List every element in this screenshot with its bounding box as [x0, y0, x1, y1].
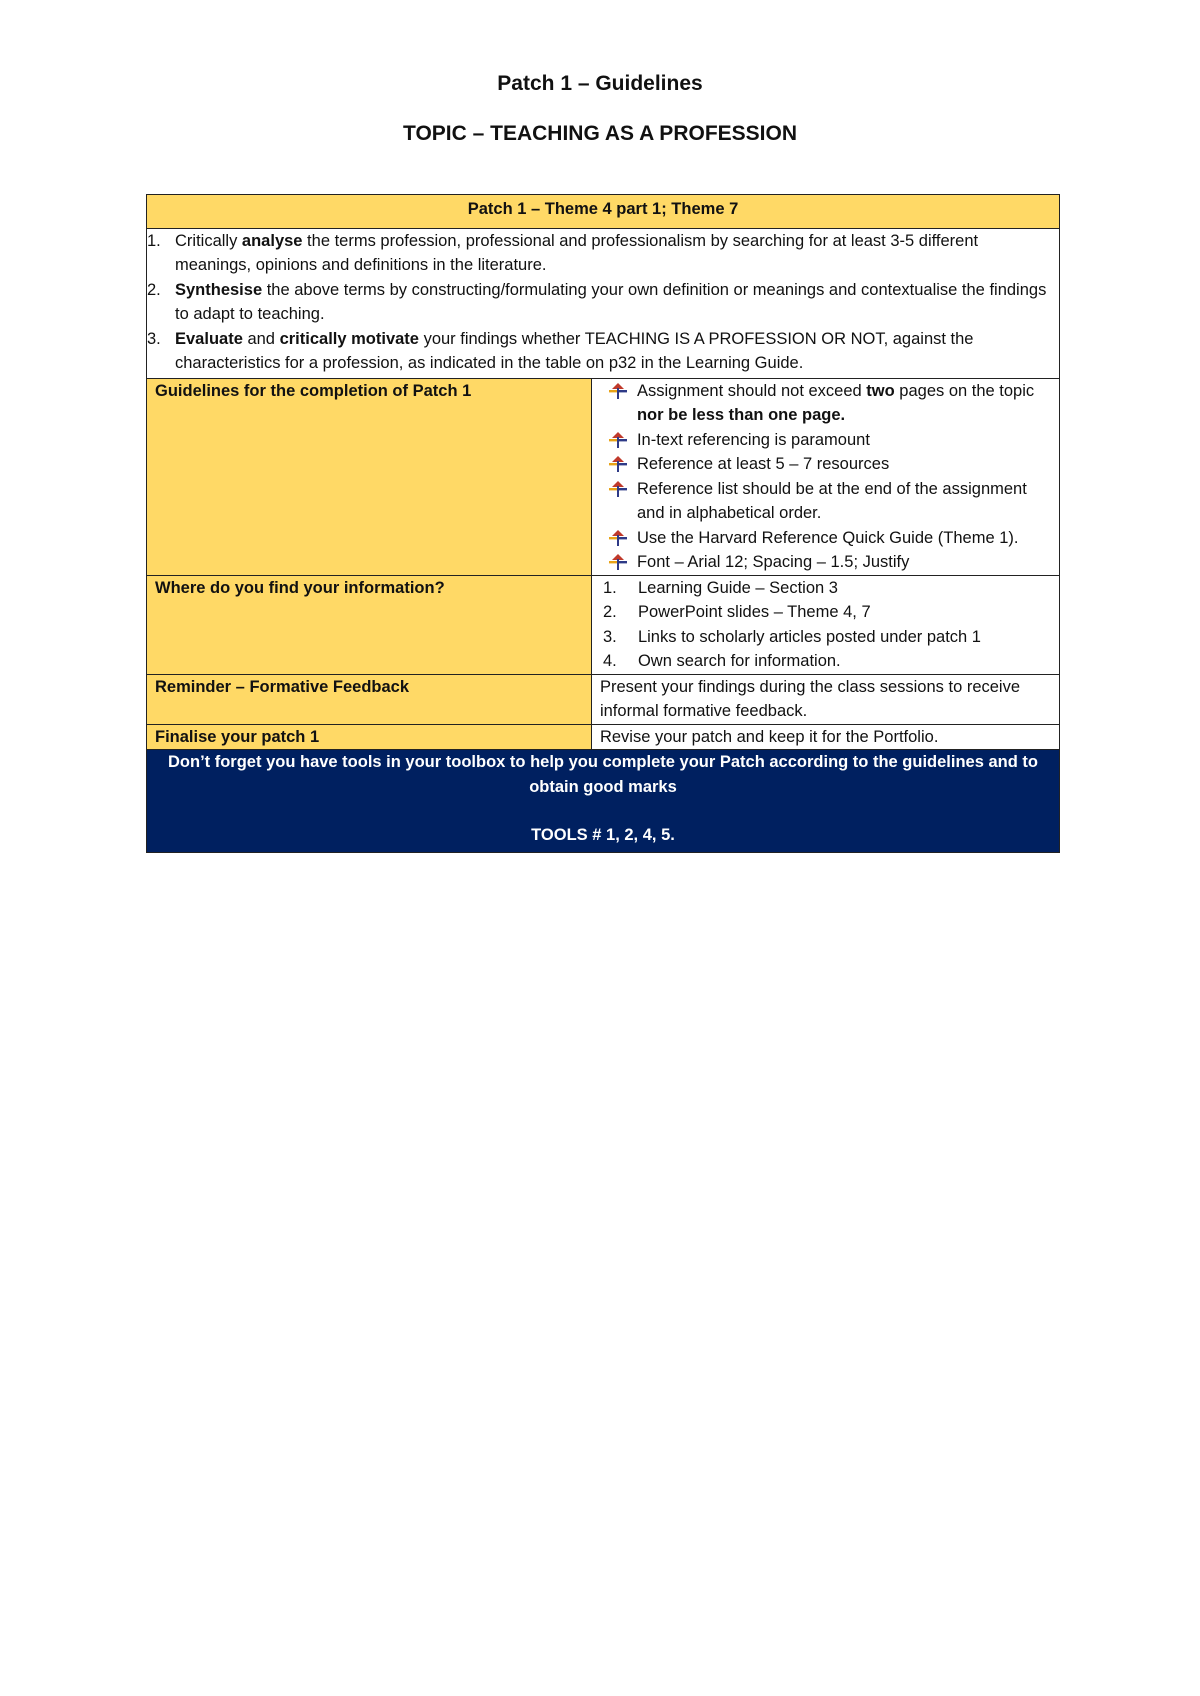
guidelines-list: [600, 379, 1051, 575]
task-text: [175, 229, 1053, 278]
arrow-bullet-icon: [600, 526, 637, 546]
information-item: [600, 600, 1051, 625]
task-number: 3.: [147, 329, 161, 348]
footer-row: [147, 750, 1060, 853]
text-span: your findings whether TEACHING IS A PROFESSION OR NOT, against the characteristics for a profession, as indicated in the table on p32 in the Learning Guide.: [175, 329, 974, 372]
guideline-text: [637, 550, 909, 575]
tasks-cell: [147, 228, 1060, 378]
finalise-label: Finalise your patch 1: [147, 724, 592, 750]
guidelines-content: [591, 378, 1059, 575]
task-item: [147, 229, 1053, 278]
information-item: [600, 649, 1051, 674]
finalise-text: Revise your patch and keep it for the Portfolio.: [591, 724, 1059, 750]
reminder-text: Present your findings during the class sessions to receive informal formative feedback.: [591, 674, 1059, 724]
arrow-bullet-icon: [600, 452, 637, 472]
information-content: [591, 575, 1059, 674]
information-list: [600, 576, 1051, 674]
guideline-item: [600, 477, 1051, 526]
guidelines-row: [147, 378, 1060, 575]
task-item: [147, 278, 1053, 327]
document-topic: TOPIC – TEACHING AS A PROFESSION: [403, 122, 797, 145]
bold-text: two: [866, 381, 895, 400]
bold-text: nor be less than one page.: [636, 406, 846, 424]
guideline-item: [600, 452, 1051, 477]
guideline-item: [600, 428, 1051, 453]
text-span: Assignment should not exceed: [636, 381, 867, 400]
arrow-bullet-icon: [600, 477, 637, 497]
guideline-text: [637, 526, 1019, 551]
toolbox-reminder-text: Don’t forget you have tools in your toolbox to help you complete your Patch according to the guidelines and to obtain good marks: [168, 753, 1038, 796]
guidelines-table: [146, 194, 1060, 853]
information-row: [147, 575, 1060, 674]
text-span: Reference at least 5 – 7 resources: [636, 455, 890, 473]
arrow-bullet-icon: [600, 379, 637, 399]
information-number: 1.: [602, 578, 617, 597]
guideline-item: [600, 550, 1051, 575]
tasks-row: [147, 228, 1060, 378]
information-item: [600, 625, 1051, 650]
tools-list-text: TOOLS # 1, 2, 4, 5.: [531, 826, 675, 844]
guideline-text: [637, 452, 889, 477]
task-item: [147, 327, 1053, 376]
information-text: Learning Guide – Section 3: [637, 578, 838, 597]
toolbox-footer: [147, 750, 1060, 853]
task-list: [147, 229, 1053, 376]
text-span: In-text referencing is paramount: [636, 430, 870, 449]
arrow-bullet-icon: [600, 428, 637, 448]
information-text: Links to scholarly articles posted under patch 1: [637, 627, 981, 646]
text-span: the above terms by constructing/formulating your own definition or meanings and contextualise the findings to adapt to teaching.: [175, 280, 1047, 323]
information-number: 2.: [602, 603, 617, 621]
information-text: Own search for information.: [637, 652, 841, 670]
task-number: 2.: [147, 280, 161, 299]
table-header-row: [147, 195, 1060, 229]
information-label: Where do you find your information?: [147, 575, 592, 674]
text-span: Font – Arial 12; Spacing – 1.5; Justify: [636, 553, 910, 571]
text-span: pages on the topic: [894, 381, 1035, 400]
bold-text: Evaluate: [175, 329, 243, 348]
task-text: [175, 327, 1053, 376]
bold-text: Synthesise: [175, 280, 263, 299]
arrow-bullet-icon: [600, 550, 637, 570]
text-span: the terms profession, professional and professionalism by searching for at least 3-5 different meanings, opinions and definitions in the literature.: [175, 231, 979, 274]
guideline-text: [637, 477, 1051, 526]
text-span: Critically: [175, 231, 242, 250]
bold-text: critically motivate: [279, 329, 419, 348]
information-number: 4.: [602, 652, 617, 670]
guideline-text: [637, 428, 870, 453]
guideline-item: [600, 379, 1051, 428]
bold-text: analyse: [241, 231, 303, 250]
information-text: PowerPoint slides – Theme 4, 7: [637, 603, 871, 621]
information-number: 3.: [602, 627, 617, 646]
reminder-row: [147, 674, 1060, 724]
guideline-text: [637, 379, 1051, 428]
text-span: Reference list should be at the end of the assignment and in alphabetical order.: [636, 479, 1027, 522]
guideline-item: [600, 526, 1051, 551]
reminder-label: Reminder – Formative Feedback: [147, 674, 592, 724]
task-number: 1.: [147, 231, 161, 250]
text-span: and: [242, 329, 280, 348]
table-header: Patch 1 – Theme 4 part 1; Theme 7: [147, 195, 1060, 229]
information-item: [600, 576, 1051, 601]
document-title: Patch 1 – Guidelines: [497, 72, 703, 95]
finalise-row: [147, 724, 1060, 750]
guidelines-label: Guidelines for the completion of Patch 1: [147, 378, 592, 575]
task-text: [175, 278, 1053, 327]
text-span: Use the Harvard Reference Quick Guide (Theme 1).: [636, 528, 1019, 547]
